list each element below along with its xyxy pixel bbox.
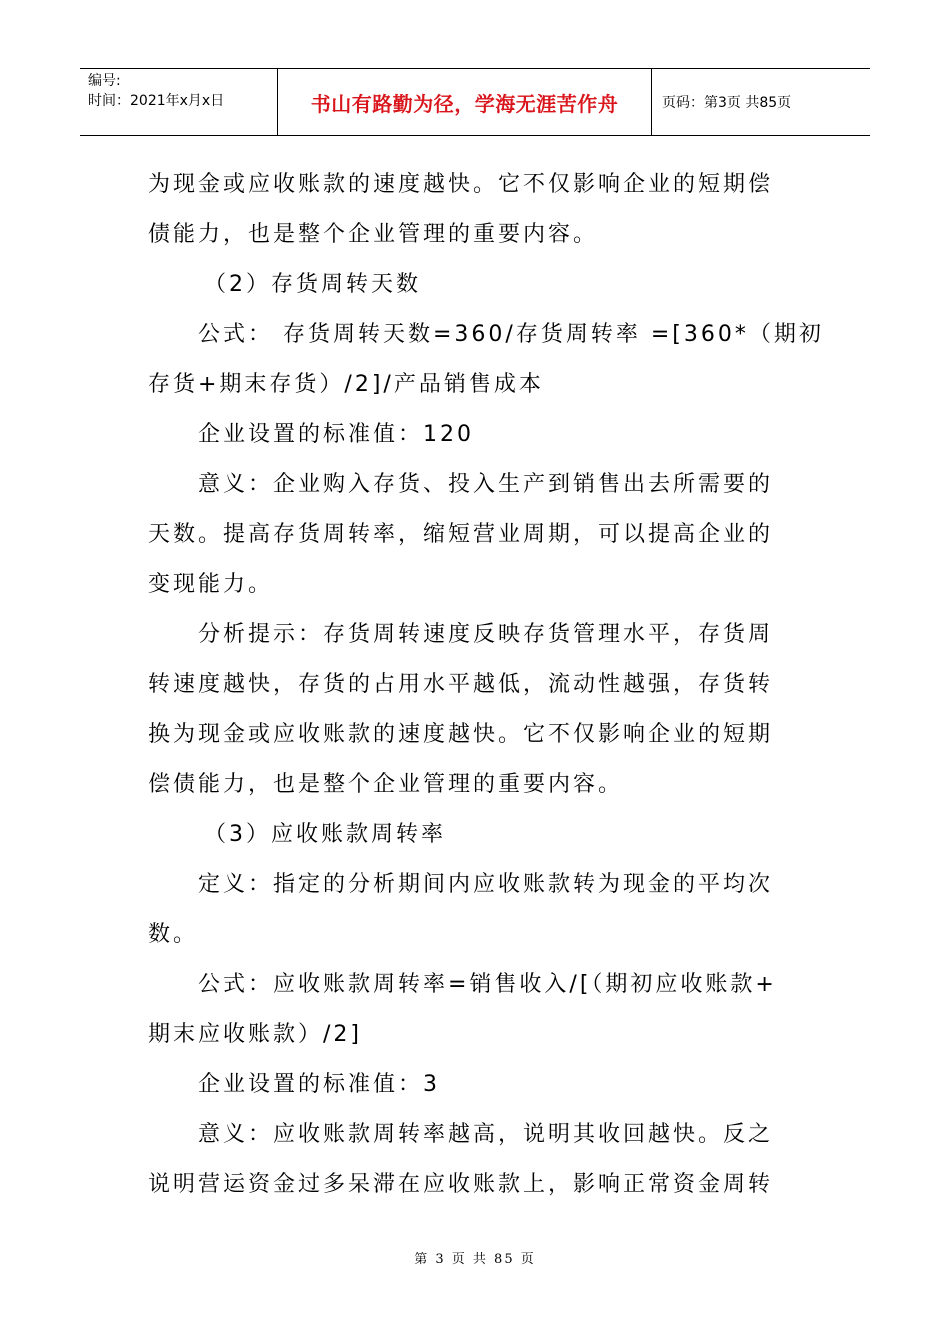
body-line: 公式：应收账款周转率=销售收入/[（期初应收账款+ <box>198 972 777 997</box>
document-body <box>148 160 824 1210</box>
body-line: 企业设置的标准值：120 <box>198 422 474 447</box>
body-line: 企业设置的标准值：3 <box>198 1072 440 1097</box>
body-line: 数。 <box>148 922 199 947</box>
body-line: 定义：指定的分析期间内应收账款转为现金的平均次 <box>198 872 774 897</box>
header-motto: 书山有路勤为径，学海无涯苦作舟 <box>278 69 652 135</box>
body-line: 意义：企业购入存货、投入生产到销售出去所需要的 <box>198 472 774 497</box>
body-line: 分析提示：存货周转速度反映存货管理水平，存货周 <box>198 622 774 647</box>
body-line: 说明营运资金过多呆滞在应收账款上，影响正常资金周转 <box>148 1172 774 1197</box>
section-heading: （2）存货周转天数 <box>204 272 421 297</box>
body-line: 为现金或应收账款的速度越快。它不仅影响企业的短期偿 <box>148 172 774 197</box>
page-header <box>80 68 870 136</box>
document-time-label: 时间：2021年x月x日 <box>88 93 225 109</box>
page-footer: 第 3 页 共 85 页 <box>414 1252 536 1267</box>
header-left-cell <box>80 69 278 135</box>
header-page-info: 页码：第3页 共85页 <box>662 95 792 111</box>
body-line: 期末应收账款）/2] <box>148 1022 362 1047</box>
body-line: 偿债能力，也是整个企业管理的重要内容。 <box>148 772 624 797</box>
body-line: 存货+期末存货）/2]/产品销售成本 <box>148 372 544 397</box>
body-line: 变现能力。 <box>148 572 274 597</box>
body-line: 公式： 存货周转天数=360/存货周转率 =[360*（期初 <box>198 322 824 347</box>
body-line: 转速度越快，存货的占用水平越低，流动性越强，存货转 <box>148 672 774 697</box>
document-number-label: 编号: <box>88 73 121 89</box>
body-line: 换为现金或应收账款的速度越快。它不仅影响企业的短期 <box>148 722 774 747</box>
body-line: 债能力，也是整个企业管理的重要内容。 <box>148 222 599 247</box>
body-line: 天数。提高存货周转率，缩短营业周期，可以提高企业的 <box>148 522 774 547</box>
section-heading: （3）应收账款周转率 <box>204 822 446 847</box>
body-line: 意义：应收账款周转率越高，说明其收回越快。反之 <box>198 1122 774 1147</box>
